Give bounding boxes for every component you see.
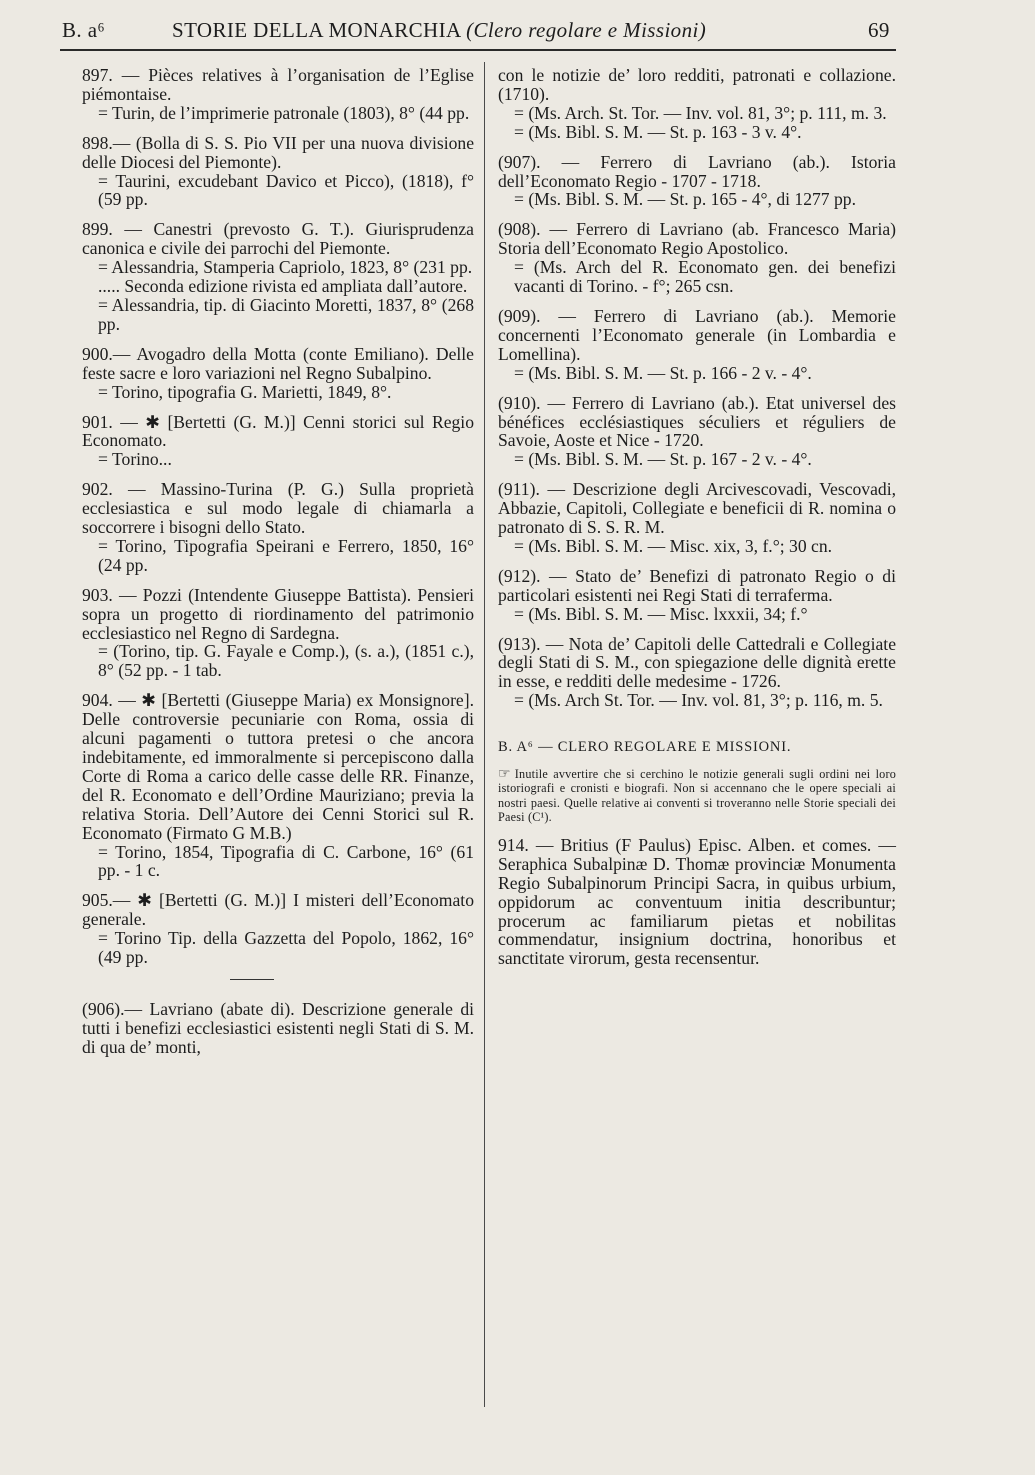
entry-imprint: = (Ms. Bibl. S. M. — Misc. xix, 3, f.°; 30 cn. — [514, 535, 833, 556]
entry-edition-note: ..... Seconda edizione rivista ed ampliata dall’autore. — [98, 276, 468, 297]
entry-imprint: = (Ms. Bibl. S. M. — St. p. 163 - 3 v. 4°. — [514, 121, 802, 142]
entry-heading: 905.— ✱ [Bertetti (G. M.)] I misteri dell’Economato generale. — [82, 890, 474, 930]
separator-rule — [230, 979, 274, 980]
left-column — [82, 66, 474, 1068]
entry-910 — [498, 394, 896, 470]
entry-heading: 902. — Massino-Turina (P. G.) Sulla proprietà ecclesiastica e sul modo legale di chiamarla a soccorrere i bisogni dello Stato. — [82, 479, 474, 538]
section-marker: B. a⁶ — [62, 18, 106, 42]
entry-905 — [82, 891, 474, 967]
entry-911 — [498, 480, 896, 556]
entry-heading: 901. — ✱ [Bertetti (G. M.)] Cenni storici sul Regio Economato. — [82, 411, 474, 451]
entry-heading: (907). — Ferrero di Lavriano (ab.). Istoria dell’Economato Regio - 1707 - 1718. — [498, 151, 896, 191]
entry-imprint: = Torino, tipografia G. Marietti, 1849, 8°. — [98, 381, 392, 402]
entry-913 — [498, 635, 896, 711]
entry-909 — [498, 307, 896, 383]
entry-imprint: = (Ms. Bibl. S. M. — St. p. 165 - 4°, di 1277 pp. — [514, 189, 856, 210]
entry-heading: (908). — Ferrero di Lavriano (ab. Francesco Maria) Storia dell’Economato Regio Apostolico. — [498, 219, 896, 259]
page-number: 69 — [868, 18, 890, 42]
entry-imprint: = (Ms. Arch del R. Economato gen. dei benefizi vacanti di Torino. - f°; 265 csn. — [514, 257, 896, 297]
entry-906-continued — [498, 66, 896, 142]
entry-imprint: = (Torino, tip. G. Fayale e Comp.), (s. a.), (1851 c.), 8° (52 pp. - 1 tab. — [98, 641, 474, 681]
entry-imprint: = (Ms. Bibl. S. M. — St. p. 166 - 2 v. - 4°. — [514, 362, 812, 383]
entry-imprint: = (Ms. Bibl. S. M. — Misc. lxxxii, 34; f.° — [514, 603, 808, 624]
entry-899 — [82, 220, 474, 333]
entry-heading: (910). — Ferrero di Lavriano (ab.). Etat universel des bénéfices ecclésiastiques séculiers et réguliers de Savoie, Aoste et Nice - 1720. — [498, 392, 896, 451]
header-title-line — [172, 18, 706, 43]
entry-901 — [82, 413, 474, 470]
header-subtitle: (Clero regolare e Missioni) — [466, 18, 707, 42]
entry-imprint: = Torino... — [98, 449, 172, 470]
entry-906 — [82, 1000, 474, 1057]
entry-imprint: = Torino, 1854, Tipografia di C. Carbone, 16° (61 pp. - 1 c. — [98, 841, 474, 881]
right-column — [498, 66, 896, 979]
entry-897 — [82, 66, 474, 123]
column-divider — [484, 62, 485, 1407]
entry-imprint: = Alessandria, tip. di Giacinto Moretti, 1837, 8° (268 pp. — [98, 294, 474, 334]
entry-imprint: = Torino Tip. della Gazzetta del Popolo, 1862, 16° (49 pp. — [98, 928, 474, 968]
entry-heading: (906).— Lavriano (abate di). Descrizione generale di tutti i benefizi ecclesiastici esistenti negli Stati di S. M. di qua de’ monti, — [82, 998, 474, 1057]
entry-900 — [82, 345, 474, 402]
header-rule — [60, 49, 896, 51]
entry-heading: (911). — Descrizione degli Arcivescovadi, Vescovadi, Abbazie, Capitoli, Collegiate e beneficii di R. nomina o patronato di S. S. R. M. — [498, 479, 896, 538]
entry-904 — [82, 691, 474, 880]
entry-imprint: = Alessandria, Stamperia Capriolo, 1823, 8° (231 pp. — [98, 257, 473, 278]
entry-imprint: = Turin, de l’imprimerie patronale (1803), 8° (44 pp. — [98, 102, 470, 123]
entry-heading: con le notizie de’ loro redditi, patronati e collazione. (1710). — [498, 65, 896, 104]
entry-heading: 903. — Pozzi (Intendente Giuseppe Battista). Pensieri sopra un progetto di riordinamento del patrimonio ecclesiastico nel Regno di Sardegna. — [82, 584, 474, 643]
entry-imprint: = Taurini, excudebant Davico et Picco), (1818), f° (59 pp. — [98, 170, 474, 210]
entry-902 — [82, 480, 474, 575]
section-note — [498, 767, 896, 824]
section-heading: B. A⁶ — CLERO REGOLARE E MISSIONI. — [498, 739, 792, 756]
pointing-hand-icon: ☞ — [498, 766, 511, 783]
entry-914 — [498, 836, 896, 968]
entry-imprint: = (Ms. Arch. St. Tor. — Inv. vol. 81, 3°; p. 111, m. 3. — [514, 102, 887, 123]
entry-heading: 914. — Britius (F Paulus) Episc. Alben. et comes. — Seraphica Subalpinæ D. Thomæ provinciæ Monumenta Regio Subalpinorum Principi Sacra, in quibus urbium, oppidorum ac conventuum initia describuntur; procerum ac familiarum pietas et nobilitas commendatur, insignium doctrina, honoribus et sanctitate virorum, gesta recensentur. — [498, 834, 896, 969]
running-header — [62, 14, 895, 44]
entry-903 — [82, 586, 474, 681]
entry-heading: 897. — Pièces relatives à l’organisation de l’Eglise piémontaise. — [82, 65, 474, 104]
header-title: STORIE DELLA MONARCHIA — [172, 18, 461, 42]
entry-heading: 898.— (Bolla di S. S. Pio VII per una nuova divisione delle Diocesi del Piemonte). — [82, 132, 474, 172]
entry-907 — [498, 153, 896, 210]
entry-heading: (912). — Stato de’ Benefizi di patronato Regio o di particolari esistenti nei Regi Stati di terraferma. — [498, 565, 896, 605]
entry-heading: 900.— Avogadro della Motta (conte Emiliano). Delle feste sacre e loro variazioni nel Regno Subalpino. — [82, 343, 474, 383]
entry-912 — [498, 567, 896, 624]
entry-898 — [82, 134, 474, 210]
entry-heading: (909). — Ferrero di Lavriano (ab.). Memorie concernenti l’Economato generale (in Lombardia e Lomellina). — [498, 305, 896, 364]
entry-heading: 904. — ✱ [Bertetti (Giuseppe Maria) ex Monsignore]. Delle controversie pecuniarie con Roma, ossia di alcuni pagamenti o tuttora pretesi o che ancora indebitamente, ed immoralmente si percepiscono dalla Corte di Roma a carico delle casse delle RR. Finanze, del R. Economato e dell’Ordine Mauriziano; previa la relativa Storia. Dell’Autore dei Cenni Storici sul R. Economato (Firmato G M.B.) — [82, 690, 474, 843]
entry-imprint: = (Ms. Arch St. Tor. — Inv. vol. 81, 3°; p. 116, m. 5. — [514, 690, 883, 711]
entry-imprint: = Torino, Tipografia Speirani e Ferrero, 1850, 16° (24 pp. — [98, 535, 474, 575]
note-text: Inutile avvertire che si cerchino le notizie generali sugli ordini nei loro istoriografi e cronisti e biografi. Non si accennano che le opere speciali ai nostri paesi. Quelle relative ai conventi si troveranno nelle Storie speciali dei Paesi (C¹). — [498, 767, 896, 824]
entry-heading: 899. — Canestri (prevosto G. T.). Giurisprudenza canonica e civile dei parrochi del Piemonte. — [82, 219, 474, 259]
entry-imprint: = (Ms. Bibl. S. M. — St. p. 167 - 2 v. - 4°. — [514, 449, 812, 470]
entry-heading: (913). — Nota de’ Capitoli delle Cattedrali e Collegiate degli Stati di S. M., con spiegazione delle dignità erette in esse, e redditi delle medesime - 1726. — [498, 633, 896, 692]
entry-908 — [498, 220, 896, 296]
